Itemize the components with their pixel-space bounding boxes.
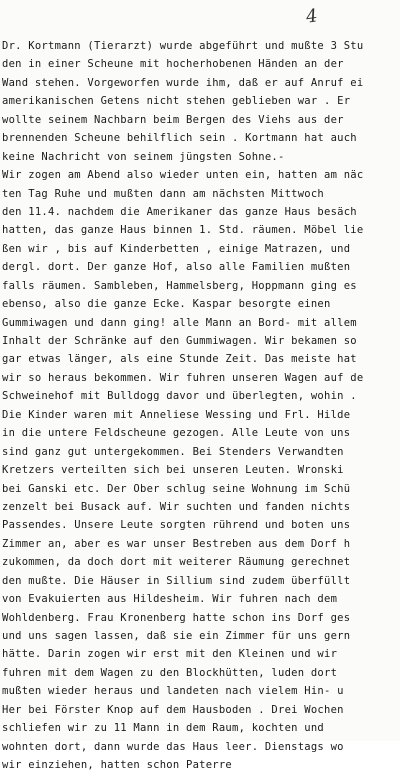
text-line: Kretzers verteilten sich bei unseren Leuten. Wronski — [2, 464, 344, 477]
text-line: ebenso, also die ganze Ecke. Kaspar besorgte einen — [2, 298, 331, 311]
text-line: Inhalt der Schränke auf den Gummiwagen. Wir bekamen so — [2, 335, 357, 347]
text-line: Dr. Kortmann (Tierarzt) wurde abgeführt und mußte 3 Stu — [2, 40, 364, 52]
text-line: Passendes. Unsere Leute sorgten rührend und boten uns — [2, 519, 351, 532]
text-line: von Evakuierten aus Hildesheim. Wir fuhren nach dem — [2, 593, 338, 606]
text-line: wir einziehen, hatten schon Paterre — [2, 759, 233, 772]
text-line: Wohldenberg. Frau Kronenberg hatte schon ins Dorf ges — [2, 611, 351, 624]
text-line: Schweinehof mit Bulldogg davor und überlegten, wohin . — [2, 390, 357, 403]
text-line: mußten wieder heraus und landeten nach vielem Hin- u — [2, 685, 344, 698]
text-line: brennenden Scheune behilflich sein . Kortmann hat auch — [2, 132, 357, 145]
text-line: gar etwas länger, als eine Stunde Zeit. Das meiste hat — [2, 353, 357, 366]
text-line: keine Nachricht von seinem jüngsten Sohne.- — [2, 150, 285, 163]
text-line: den mußte. Die Häuser in Sillium sind zudem überfüllt — [2, 574, 351, 587]
text-line: ten Tag Ruhe und mußten dann am nächsten Mittwoch — [2, 187, 325, 200]
text-line: ßen wir , bis auf Kinderbetten , einige Matrazen, und — [2, 242, 351, 255]
typewritten-text — [2, 37, 400, 775]
text-line: fuhren mit dem Wagen zu den Blockhütten, luden dort — [2, 666, 338, 679]
text-line: amerikanischen Getens nicht stehen geblieben war . Er — [2, 95, 351, 108]
text-line: und uns sagen lassen, daß sie ein Zimmer für uns gern — [2, 630, 351, 642]
text-line: sind ganz gut untergekommen. Bei Stenders Verwandten — [2, 445, 344, 458]
text-line: Wand stehen. Vorgeworfen wurde ihm, daß er auf Anruf ei — [2, 76, 364, 89]
text-line: dergl. dort. Der ganze Hof, also alle Familien mußten — [2, 261, 351, 274]
text-line: zenzelt bei Busack auf. Wir suchten und fanden nichts — [2, 500, 351, 513]
text-line: den 11.4. nachdem die Amerikaner das ganze Haus besäch — [2, 205, 357, 218]
text-line: hätte. Darin zogen wir erst mit den Kleinen und wir — [2, 648, 338, 661]
text-line: den in einer Scheune mit hocherhobenen Händen an der — [2, 58, 344, 71]
text-line: wir so heraus bekommen. Wir fuhren unseren Wagen auf de — [2, 371, 364, 384]
page-number: 4 — [304, 5, 319, 28]
text-line: Gummiwagen und dann ging! alle Mann an Bord- mit allem — [2, 316, 357, 329]
text-line: Wir zogen am Abend also wieder unten ein, hatten am näc — [2, 169, 364, 182]
text-line: in die untere Feldscheune gezogen. Alle Leute von uns — [2, 427, 351, 440]
text-line: schliefen wir zu 11 Mann in dem Raum, kochten und — [2, 722, 325, 735]
text-line: Her bei Förster Knop auf dem Hausboden . Drei Wochen — [2, 703, 344, 716]
text-line: zukommen, da doch dort mit weiterer Räumung gerechnet — [2, 556, 351, 569]
text-line: falls räumen. Sambleben, Hammelsberg, Hoppmann ging es — [2, 279, 357, 292]
text-line: hatten, das ganze Haus binnen 1. Std. räumen. Möbel lie — [2, 224, 364, 237]
text-line: wohnten dort, dann wurde das Haus leer. Dienstags wo — [2, 740, 344, 753]
text-line: Zimmer an, aber es war unser Bestreben aus dem Dorf h — [2, 537, 351, 550]
text-line: Die Kinder waren mit Anneliese Wessing und Frl. Hilde — [2, 408, 351, 421]
text-line: wollte seinem Nachbarn beim Bergen des Viehs aus der — [2, 113, 344, 126]
text-line: bei Ganski etc. Der Ober schlug seine Wohnung im Schü — [2, 482, 351, 495]
